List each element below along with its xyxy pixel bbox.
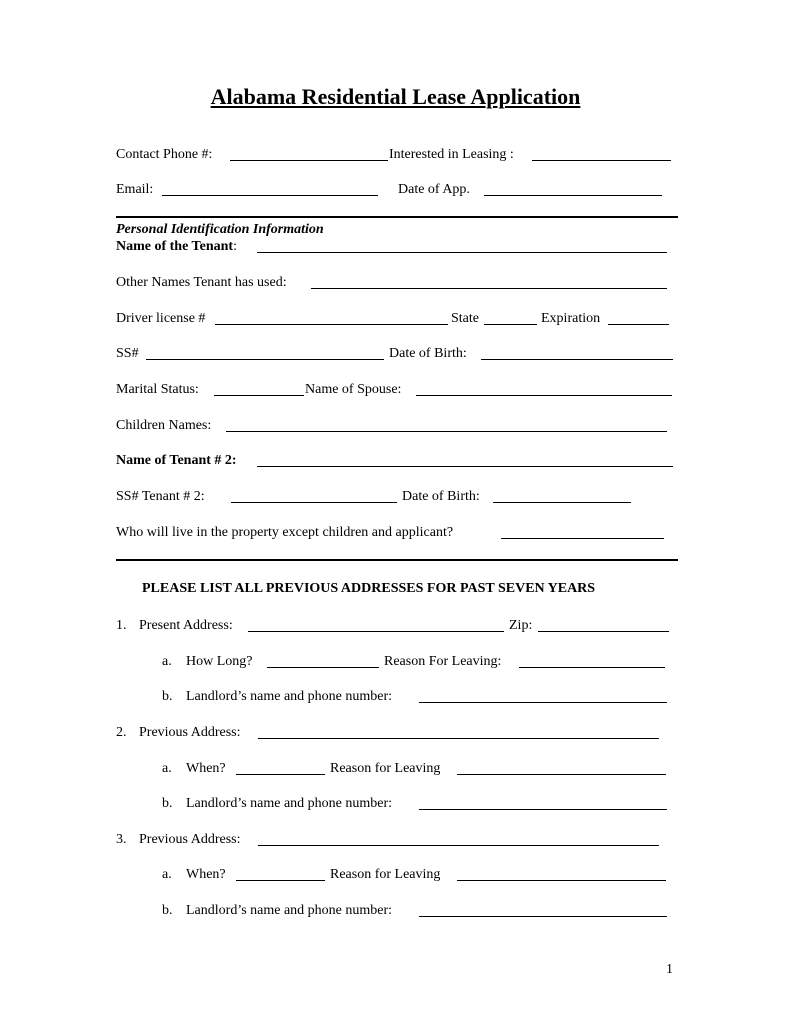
present-address-field[interactable] [248, 631, 504, 632]
state-field[interactable] [484, 324, 537, 325]
when-label: When? [186, 867, 226, 882]
sub-letter: a. [162, 867, 172, 882]
when-field[interactable] [236, 880, 325, 881]
previous-address-label: Previous Address: [139, 832, 241, 847]
how-long-label: How Long? [186, 654, 253, 669]
interested-field[interactable] [532, 160, 671, 161]
landlord-label: Landlord’s name and phone number: [186, 796, 393, 811]
reason-leaving-label: Reason For Leaving: [384, 654, 502, 669]
personal-section-title: Personal Identification Information [116, 222, 324, 237]
state-label: State [451, 311, 479, 326]
landlord-label: Landlord’s name and phone number: [186, 903, 393, 918]
tenant-name-label: Name of the Tenant: [116, 239, 237, 254]
spouse-label: Name of Spouse: [305, 382, 402, 397]
email-label: Email: [116, 182, 154, 197]
other-names-label: Other Names Tenant has used: [116, 275, 287, 290]
marital-label: Marital Status: [116, 382, 199, 397]
section-divider [116, 216, 678, 218]
dob2-field[interactable] [493, 502, 631, 503]
when-label: When? [186, 761, 226, 776]
date-app-field[interactable] [484, 195, 662, 196]
reason-leaving-label: Reason for Leaving [330, 761, 441, 776]
sub-letter: a. [162, 761, 172, 776]
ss-tenant2-field[interactable] [231, 502, 397, 503]
previous-address-field[interactable] [258, 738, 659, 739]
zip-label: Zip: [509, 618, 533, 633]
expiration-label: Expiration [541, 311, 601, 326]
present-address-label: Present Address: [139, 618, 233, 633]
page-number: 1 [666, 962, 673, 977]
marital-field[interactable] [214, 395, 304, 396]
who-live-field[interactable] [501, 538, 664, 539]
date-app-label: Date of App. [398, 182, 470, 197]
contact-phone-field[interactable] [230, 160, 388, 161]
section-divider [116, 559, 678, 561]
who-live-label: Who will live in the property except children and applicant? [116, 525, 454, 540]
reason-leaving-field[interactable] [457, 774, 666, 775]
tenant2-label: Name of Tenant # 2: [116, 453, 237, 468]
tenant2-field[interactable] [257, 466, 673, 467]
when-field[interactable] [236, 774, 325, 775]
sub-letter: a. [162, 654, 172, 669]
address-number: 3. [116, 832, 127, 847]
landlord-field[interactable] [419, 916, 667, 917]
dob-field[interactable] [481, 359, 673, 360]
landlord-field[interactable] [419, 702, 667, 703]
spouse-field[interactable] [416, 395, 672, 396]
reason-leaving-label: Reason for Leaving [330, 867, 441, 882]
driver-license-label: Driver license # [116, 311, 206, 326]
landlord-label: Landlord’s name and phone number: [186, 689, 393, 704]
sub-letter: b. [162, 689, 173, 704]
sub-letter: b. [162, 903, 173, 918]
children-field[interactable] [226, 431, 667, 432]
reason-leaving-field[interactable] [457, 880, 666, 881]
how-long-field[interactable] [267, 667, 379, 668]
previous-address-field[interactable] [258, 845, 659, 846]
document-title: Alabama Residential Lease Application [210, 84, 581, 109]
children-label: Children Names: [116, 418, 212, 433]
address-number: 2. [116, 725, 127, 740]
address-number: 1. [116, 618, 127, 633]
ss-label: SS# [116, 346, 139, 361]
email-field[interactable] [162, 195, 378, 196]
previous-address-label: Previous Address: [139, 725, 241, 740]
tenant-name-field[interactable] [257, 252, 667, 253]
sub-letter: b. [162, 796, 173, 811]
ss-field[interactable] [146, 359, 384, 360]
interested-label: Interested in Leasing : [389, 147, 514, 162]
addresses-heading: PLEASE LIST ALL PREVIOUS ADDRESSES FOR PAST SEVEN YEARS [142, 581, 596, 596]
landlord-field[interactable] [419, 809, 667, 810]
reason-leaving-field[interactable] [519, 667, 665, 668]
driver-license-field[interactable] [215, 324, 448, 325]
dob2-label: Date of Birth: [402, 489, 480, 504]
contact-phone-label: Contact Phone #: [116, 147, 213, 162]
other-names-field[interactable] [311, 288, 667, 289]
dob-label: Date of Birth: [389, 346, 467, 361]
zip-field[interactable] [538, 631, 669, 632]
expiration-field[interactable] [608, 324, 669, 325]
ss-tenant2-label: SS# Tenant # 2: [116, 489, 205, 504]
